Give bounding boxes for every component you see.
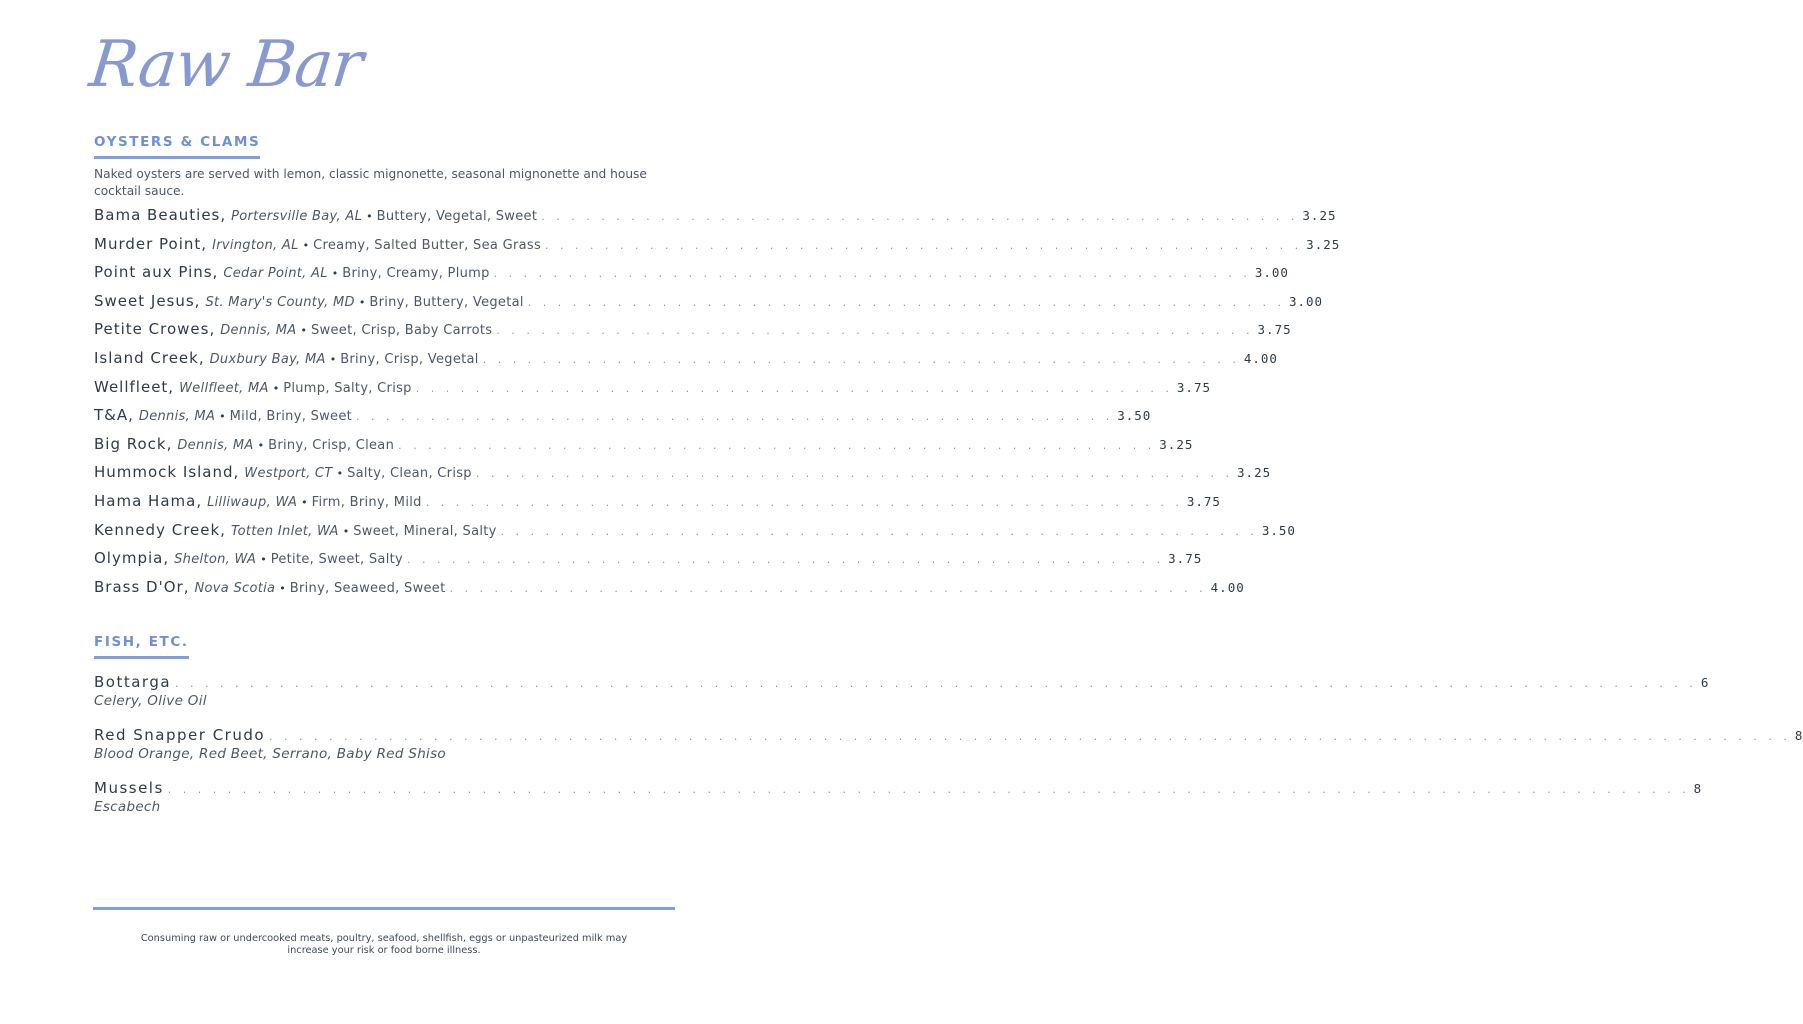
- section-heading-oysters: OYSTERS & CLAMS: [94, 134, 260, 159]
- bullet-separator: •: [331, 267, 339, 281]
- dot-leader: . . . . . . . . . . . . . . . . . . . . . . . . . . . . . . . . . . . . . . . . . . . . . . . . . . .: [496, 324, 1254, 338]
- oyster-tasting-notes: Briny, Buttery, Vegetal: [369, 294, 524, 310]
- oyster-item: [94, 377, 1211, 407]
- oyster-price: 3.00: [1254, 265, 1289, 281]
- oyster-tasting-notes: Creamy, Salted Butter, Sea Grass: [313, 237, 542, 253]
- disclaimer-line-1: Consuming raw or undercooked meats, poultry, seafood, shellfish, eggs or unpasteurized milk may: [140, 933, 628, 944]
- oyster-location: Shelton, WA: [174, 552, 257, 568]
- oyster-location: Wellfleet, MA: [179, 380, 269, 396]
- oyster-name: Big Rock,: [94, 434, 173, 453]
- oyster-item: [94, 348, 1278, 378]
- dot-leader: . . . . . . . . . . . . . . . . . . . . . . . . . . . . . . . . . . . . . . . . . . . . . . . . . . .: [356, 410, 1114, 424]
- bullet-separator: •: [260, 553, 267, 567]
- oyster-price: 3.75: [1257, 322, 1292, 338]
- fish-name: Red Snapper Crudo: [94, 726, 266, 744]
- dot-leader: . . . . . . . . . . . . . . . . . . . . . . . . . . . . . . . . . . . . . . . . . . . . . . . . . . .: [449, 581, 1207, 595]
- bullet-separator: •: [219, 410, 226, 424]
- oyster-location: St. Mary's County, MD: [205, 294, 355, 310]
- bullet-separator: •: [366, 210, 373, 223]
- dot-leader: . . . . . . . . . . . . . . . . . . . . . . . . . . . . . . . . . . . . . . . . . . . . . . . . . . .: [493, 267, 1251, 281]
- bullet-separator: •: [257, 438, 265, 452]
- oyster-location: Dennis, MA: [177, 437, 254, 453]
- oyster-item: [94, 491, 1221, 521]
- section-heading-fish: FISH, ETC.: [94, 634, 189, 659]
- oyster-location: Totten Inlet, WA: [230, 523, 339, 539]
- oyster-tasting-notes: Plump, Salty, Crisp: [283, 380, 412, 396]
- fish-price: 8: [1693, 781, 1703, 796]
- oyster-item: [94, 320, 1292, 349]
- bullet-separator: •: [342, 524, 350, 538]
- oyster-tasting-notes: Briny, Seaweed, Sweet: [289, 580, 446, 596]
- oyster-item: [94, 291, 1324, 321]
- oyster-price: 3.75: [1186, 493, 1221, 509]
- oyster-location: Cedar Point, AL: [223, 266, 328, 282]
- oyster-location: Nova Scotia: [194, 580, 276, 596]
- dot-leader: . . . . . . . . . . . . . . . . . . . . . . . . . . . . . . . . . . . . . . . . . . . . . . . . . . . . . . . . . . . . . . . . . . . . . . . . . . . . . . . . . . . . . . . . . . . . . . . . . . . . . .: [175, 677, 1697, 690]
- dot-leader: . . . . . . . . . . . . . . . . . . . . . . . . . . . . . . . . . . . . . . . . . . . . . . . . . . .: [500, 524, 1258, 538]
- menu-title: Raw Bar: [86, 28, 366, 102]
- fish-name: Mussels: [94, 779, 164, 797]
- oysters-intro: Naked oysters are served with lemon, classic mignonette, seasonal mignonette and house cocktail sauce.: [94, 167, 647, 198]
- oyster-item: [94, 463, 1272, 492]
- dot-leader: . . . . . . . . . . . . . . . . . . . . . . . . . . . . . . . . . . . . . . . . . . . . . . . . . . .: [482, 352, 1240, 366]
- oyster-location: Irvington, AL: [212, 237, 299, 253]
- oyster-price: 3.25: [1237, 465, 1272, 481]
- oyster-name: Hama Hama,: [94, 491, 203, 510]
- oyster-item: [94, 434, 1194, 464]
- oyster-item: [94, 206, 1337, 235]
- oyster-location: Dennis, MA: [220, 323, 297, 339]
- oyster-item: [94, 520, 1296, 550]
- dot-leader: . . . . . . . . . . . . . . . . . . . . . . . . . . . . . . . . . . . . . . . . . . . . . . . . . . .: [527, 295, 1285, 309]
- bullet-separator: •: [300, 324, 307, 338]
- bullet-separator: •: [301, 495, 308, 509]
- fish-price: 8: [1794, 728, 1803, 743]
- dot-leader: . . . . . . . . . . . . . . . . . . . . . . . . . . . . . . . . . . . . . . . . . . . . . . . . . . .: [407, 553, 1165, 567]
- oyster-price: 4.00: [1243, 350, 1278, 366]
- dot-leader: . . . . . . . . . . . . . . . . . . . . . . . . . . . . . . . . . . . . . . . . . . . . . . . . . . . . . . . . . . . . . . . . . . . . . . . . . . . . . . . . . . . . . . . . . . . . . . . . . . . . . .: [269, 730, 1791, 743]
- oyster-item: [94, 406, 1152, 435]
- oyster-price: 3.75: [1168, 551, 1203, 567]
- oyster-tasting-notes: Salty, Clean, Crisp: [347, 466, 472, 482]
- fish-item: [94, 779, 1703, 815]
- bullet-separator: •: [279, 581, 286, 595]
- oyster-name: Sweet Jesus,: [94, 291, 201, 310]
- oyster-price: 3.00: [1288, 293, 1324, 309]
- disclaimer-line-2: increase your risk or food borne illness.: [287, 944, 481, 956]
- oyster-name: Kennedy Creek,: [94, 520, 226, 539]
- oyster-location: Westport, CT: [244, 466, 333, 482]
- oyster-item: [94, 263, 1289, 292]
- dot-leader: . . . . . . . . . . . . . . . . . . . . . . . . . . . . . . . . . . . . . . . . . . . . . . . . . . .: [475, 467, 1234, 481]
- dot-leader: . . . . . . . . . . . . . . . . . . . . . . . . . . . . . . . . . . . . . . . . . . . . . . . . . . .: [398, 438, 1156, 452]
- fish-price: 6: [1700, 675, 1710, 690]
- oyster-tasting-notes: Firm, Briny, Mild: [311, 494, 422, 510]
- oyster-list: [94, 206, 1341, 606]
- health-disclaimer: [100, 933, 668, 956]
- oyster-price: 3.25: [1302, 208, 1337, 223]
- dot-leader: . . . . . . . . . . . . . . . . . . . . . . . . . . . . . . . . . . . . . . . . . . . . . . . . . . .: [415, 381, 1173, 395]
- oyster-tasting-notes: Briny, Creamy, Plump: [342, 266, 490, 282]
- dot-leader: . . . . . . . . . . . . . . . . . . . . . . . . . . . . . . . . . . . . . . . . . . . . . . . . . . .: [541, 210, 1299, 223]
- oyster-name: Murder Point,: [94, 234, 208, 253]
- fish-description: Blood Orange, Red Beet, Serrano, Baby Red Shiso: [94, 746, 446, 762]
- bullet-separator: •: [358, 295, 366, 309]
- oyster-tasting-notes: Buttery, Vegetal, Sweet: [376, 209, 538, 224]
- oyster-price: 3.50: [1117, 408, 1152, 424]
- oyster-item: [94, 577, 1245, 607]
- fish-name: Bottarga: [94, 673, 172, 691]
- oyster-price: 3.75: [1176, 379, 1211, 395]
- fish-description: Celery, Olive Oil: [94, 693, 207, 709]
- bullet-separator: •: [272, 381, 280, 395]
- bullet-separator: •: [336, 467, 344, 481]
- oyster-price: 3.50: [1261, 522, 1296, 538]
- oyster-tasting-notes: Sweet, Crisp, Baby Carrots: [310, 323, 493, 339]
- oyster-name: Island Creek,: [94, 348, 205, 367]
- dot-leader: . . . . . . . . . . . . . . . . . . . . . . . . . . . . . . . . . . . . . . . . . . . . . . . . . . . . . . . . . . . . . . . . . . . . . . . . . . . . . . . . . . . . . . . . . . . . . . . . . . . . . .: [167, 783, 1690, 796]
- fish-item-row: [94, 779, 1703, 797]
- oyster-tasting-notes: Briny, Crisp, Clean: [268, 437, 395, 453]
- oyster-name: Bama Beauties,: [94, 206, 227, 224]
- oyster-name: Wellfleet,: [94, 377, 175, 396]
- oyster-name: Hummock Island,: [94, 463, 240, 482]
- oyster-location: Lilliwaup, WA: [207, 494, 298, 510]
- oyster-item: [94, 549, 1203, 578]
- oyster-item: [94, 234, 1341, 264]
- footer-divider: [93, 907, 675, 910]
- oyster-name: Petite Crowes,: [94, 320, 216, 339]
- oyster-location: Dennis, MA: [138, 409, 216, 425]
- fish-item-row: [94, 726, 1803, 744]
- oyster-name: T&A,: [94, 406, 134, 425]
- oyster-price: 3.25: [1159, 436, 1194, 452]
- dot-leader: . . . . . . . . . . . . . . . . . . . . . . . . . . . . . . . . . . . . . . . . . . . . . . . . . . .: [425, 495, 1183, 509]
- bullet-separator: •: [302, 238, 310, 252]
- oyster-name: Point aux Pins,: [94, 263, 219, 282]
- oyster-name: Brass D'Or,: [94, 577, 190, 596]
- fish-item: [94, 673, 1710, 709]
- oyster-location: Portersville Bay, AL: [231, 209, 363, 224]
- fish-item: [94, 726, 1803, 762]
- oyster-location: Duxbury Bay, MA: [209, 351, 326, 367]
- fish-description: Escabech: [94, 799, 161, 815]
- bullet-separator: •: [329, 352, 337, 366]
- oyster-name: Olympia,: [94, 549, 170, 568]
- dot-leader: . . . . . . . . . . . . . . . . . . . . . . . . . . . . . . . . . . . . . . . . . . . . . . . . . . .: [545, 238, 1303, 252]
- fish-item-row: [94, 673, 1710, 691]
- oyster-tasting-notes: Briny, Crisp, Vegetal: [340, 351, 479, 367]
- oyster-tasting-notes: Petite, Sweet, Salty: [270, 552, 403, 568]
- oyster-price: 4.00: [1210, 579, 1245, 595]
- oyster-tasting-notes: Sweet, Mineral, Salty: [353, 523, 497, 539]
- oyster-tasting-notes: Mild, Briny, Sweet: [229, 409, 353, 425]
- oyster-price: 3.25: [1306, 236, 1341, 252]
- fish-list: [94, 673, 1803, 832]
